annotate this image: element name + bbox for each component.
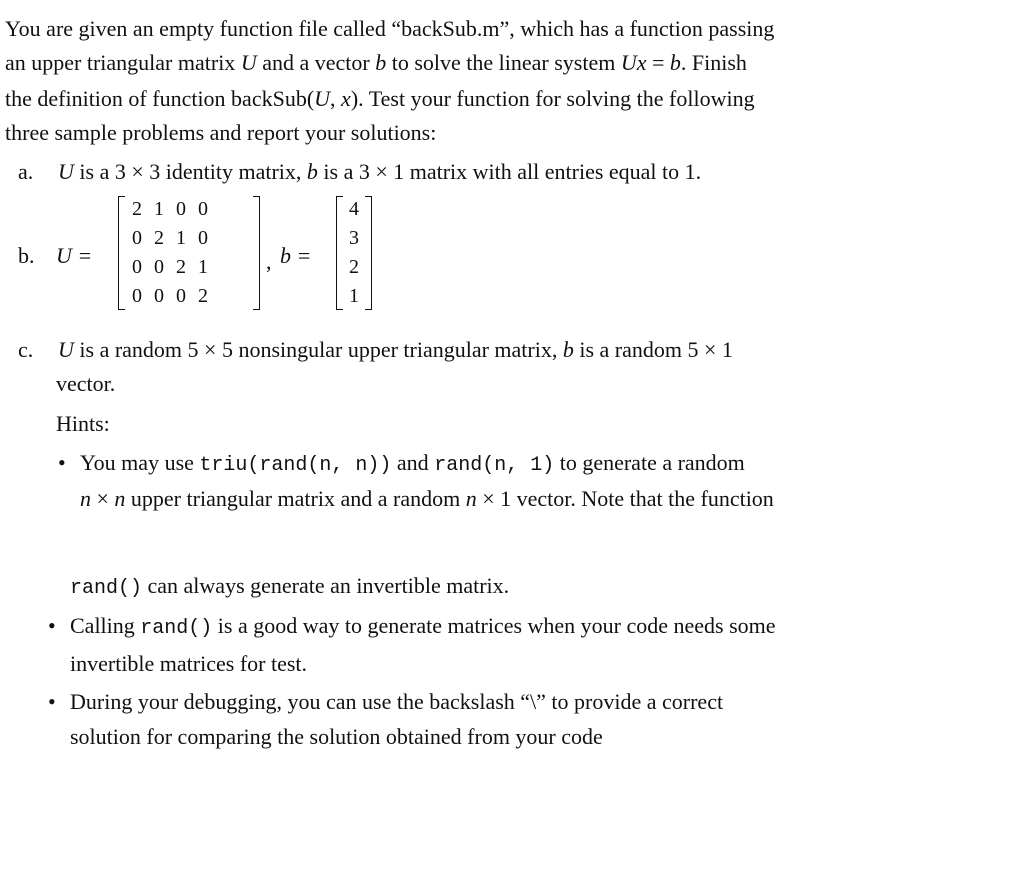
- matrix-cell: 0: [132, 285, 142, 307]
- matrix-cell: 0: [176, 285, 186, 307]
- text: is a good way to generate matrices when your code needs some: [212, 613, 776, 638]
- code: triu(rand(n, n)): [199, 454, 392, 477]
- vector-b: [336, 196, 372, 312]
- item-b-label: b.: [18, 243, 35, 268]
- vector-cell: 2: [349, 256, 359, 278]
- text: an upper triangular matrix: [5, 50, 241, 75]
- var-b: b: [306, 159, 318, 184]
- hint-3-line-1: During your debugging, you can use the backslash “\” to provide a correct: [70, 689, 724, 714]
- vector-b-row: [343, 198, 365, 221]
- text: the definition of function backSub(: [5, 86, 315, 111]
- hint-1-line-2: [80, 486, 774, 512]
- vector-b-row: [343, 227, 365, 250]
- vector-b-row: [343, 256, 365, 279]
- vector-cell: 1: [349, 285, 359, 307]
- item-c-label: c.: [18, 337, 34, 362]
- text: upper triangular matrix and a random: [125, 486, 466, 511]
- text: can always generate an invertible matrix.: [142, 573, 510, 598]
- text: ,: [330, 86, 342, 111]
- text: Calling: [70, 613, 141, 638]
- item-b-comma: ,: [266, 249, 272, 274]
- matrix-U-right-bracket: [253, 196, 260, 310]
- matrix-cell: 1: [154, 198, 164, 220]
- text: =: [646, 50, 670, 75]
- item-c-text-2: vector.: [56, 371, 116, 396]
- code: rand(): [140, 617, 213, 640]
- text: is a 3 × 1 matrix with all entries equal to 1.: [317, 159, 702, 184]
- text: and a vector: [256, 50, 376, 75]
- vector-b-row: [343, 285, 365, 308]
- vector-b-left-bracket: [336, 196, 343, 310]
- hint-1-line-3: [70, 573, 509, 602]
- var-U: U: [240, 50, 257, 75]
- matrix-U-left-bracket: [118, 196, 125, 310]
- var-b: b: [562, 337, 574, 362]
- matrix-cell: 1: [198, 256, 208, 278]
- vector-cell: 4: [349, 198, 359, 220]
- text: is a random 5 × 1: [573, 337, 733, 362]
- code: rand(n, 1): [434, 454, 555, 477]
- matrix-cell: 0: [198, 227, 208, 249]
- hint-3-line-2: solution for comparing the solution obtained from your code: [70, 724, 603, 749]
- matrix-cell: 0: [132, 227, 142, 249]
- var-n: n: [114, 486, 126, 511]
- intro-line-3: [5, 86, 755, 112]
- matrix-U-row: [126, 256, 214, 279]
- matrix-cell: 2: [154, 227, 164, 249]
- intro-line-4: three sample problems and report your solutions:: [5, 120, 437, 145]
- matrix-cell: 2: [176, 256, 186, 278]
- matrix-U-row: [126, 198, 214, 221]
- matrix-cell: 2: [198, 285, 208, 307]
- hint-1-line-1: [80, 450, 745, 479]
- text: and: [391, 450, 435, 475]
- var-n: n: [80, 486, 91, 511]
- expr-Ux: Ux: [620, 50, 647, 75]
- item-a-label: a.: [18, 159, 34, 184]
- text: ×: [91, 486, 115, 511]
- text: You may use: [80, 450, 200, 475]
- bullet-icon: •: [48, 613, 56, 638]
- code: rand(): [70, 577, 143, 600]
- matrix-cell: 0: [154, 256, 164, 278]
- var-U: U: [314, 86, 331, 111]
- var-b: b: [375, 50, 387, 75]
- matrix-cell: 2: [132, 198, 142, 220]
- item-c-text: [58, 337, 733, 363]
- item-b-b-eq: b =: [280, 243, 312, 268]
- text: to solve the linear system: [386, 50, 621, 75]
- var-U: U: [58, 159, 74, 184]
- hint-2-line-1: [70, 613, 776, 642]
- intro-line-1: You are given an empty function file called “backSub.m”, which has a function passing: [5, 16, 775, 41]
- item-b-U-eq: U =: [56, 243, 93, 268]
- matrix-U-row: [126, 285, 214, 308]
- matrix-cell: 1: [176, 227, 186, 249]
- bullet-icon: •: [58, 450, 66, 475]
- bullet-icon: •: [48, 689, 56, 714]
- intro-line-2: [5, 50, 747, 76]
- matrix-cell: 0: [176, 198, 186, 220]
- var-b: b: [669, 50, 681, 75]
- matrix-cell: 0: [154, 285, 164, 307]
- matrix-cell: 0: [132, 256, 142, 278]
- text: to generate a random: [554, 450, 745, 475]
- text: is a random 5 × 5 nonsingular upper triangular matrix,: [73, 337, 563, 362]
- matrix-cell: 0: [198, 198, 208, 220]
- hint-2-line-2: invertible matrices for test.: [70, 651, 308, 676]
- var-U: U: [58, 337, 74, 362]
- matrix-U-row: [126, 227, 214, 250]
- text: ). Test your function for solving the following: [350, 86, 755, 111]
- item-a-text: [58, 159, 701, 185]
- vector-cell: 3: [349, 227, 359, 249]
- vector-b-right-bracket: [365, 196, 372, 310]
- text: is a 3 × 3 identity matrix,: [73, 159, 307, 184]
- text: × 1 vector. Note that the function: [476, 486, 774, 511]
- var-n: n: [465, 486, 477, 511]
- matrix-U: [118, 196, 260, 312]
- var-x: x: [341, 86, 351, 111]
- hints-title: Hints:: [56, 411, 110, 436]
- text: . Finish: [680, 50, 747, 75]
